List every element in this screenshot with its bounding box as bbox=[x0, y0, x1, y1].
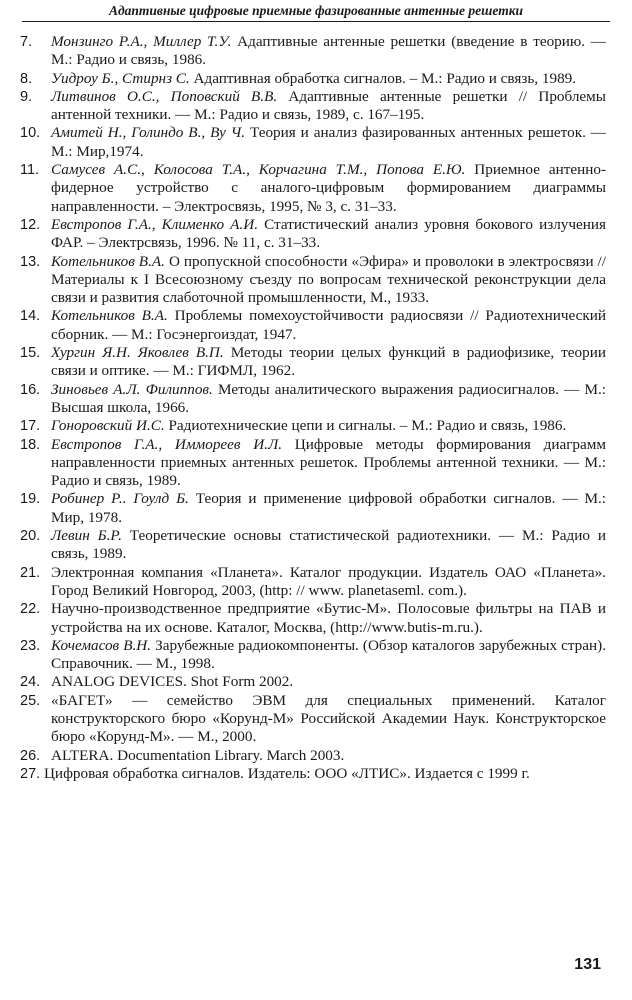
reference-number: 10. bbox=[20, 125, 41, 142]
reference-authors: Уидроу Б., Стирнз С. bbox=[51, 69, 190, 87]
reference-number: 27. bbox=[20, 765, 41, 782]
reference-authors: Кочемасов В.Н. bbox=[51, 636, 152, 654]
reference-text: О пропускной способности «Эфира» и проволоки в электросвязи // Материалы к I Всесоюзному съезду по вопросам технической реконструкции дела связи и развития слаботочной промышленности, М., 1933. bbox=[51, 252, 607, 307]
reference-item-26 bbox=[20, 747, 606, 765]
reference-number: 16. bbox=[20, 381, 41, 398]
page-number: 131 bbox=[574, 956, 601, 973]
reference-number: 24. bbox=[20, 674, 41, 691]
reference-item-9 bbox=[20, 88, 606, 125]
reference-number: 9. bbox=[20, 88, 33, 105]
reference-item-25 bbox=[20, 692, 606, 747]
reference-authors: Самусев А.С., Колосова Т.А., Корчагина Т.М., Попова Е.Ю. bbox=[51, 161, 466, 179]
reference-authors: Гоноровский И.С. bbox=[51, 417, 165, 435]
reference-number: 22. bbox=[20, 601, 41, 618]
reference-item-19 bbox=[20, 490, 606, 527]
reference-number: 23. bbox=[20, 637, 41, 654]
reference-number: 26. bbox=[20, 747, 41, 764]
reference-item-21 bbox=[20, 564, 606, 601]
reference-item-15 bbox=[20, 344, 606, 381]
reference-authors: Левин Б.Р. bbox=[51, 527, 122, 545]
reference-text: Методы теории целых функций в радиофизике, теории связи и оптике. — М.: ГИФМЛ, 1962. bbox=[51, 344, 606, 380]
reference-item-23 bbox=[20, 637, 606, 674]
reference-item-12 bbox=[20, 216, 606, 253]
reference-text: ANALOG DEVICES. Shot Form 2002. bbox=[51, 673, 294, 691]
reference-text: «БАГЕТ» — семейство ЭВМ для специальных применений. Каталог конструкторского бюро «Корунд-М» Российской Академии Наук. Конструкторское бюро «Корунд-М». — М., 2000. bbox=[51, 691, 606, 746]
reference-authors: Хургин Я.Н. Яковлев В.П. bbox=[51, 344, 224, 362]
reference-number: 8. bbox=[20, 70, 33, 87]
reference-number: 20. bbox=[20, 528, 41, 545]
reference-item-24 bbox=[20, 673, 606, 691]
reference-item-17 bbox=[20, 417, 606, 435]
reference-authors: Робинер Р.. Гоулд Б. bbox=[51, 490, 189, 508]
reference-number: 15. bbox=[20, 345, 41, 362]
reference-number: 13. bbox=[20, 253, 41, 270]
reference-text: ALTERA. Documentation Library. March 2003. bbox=[51, 746, 345, 764]
reference-number: 19. bbox=[20, 491, 41, 508]
reference-item-10 bbox=[20, 124, 606, 161]
reference-text: Статистический анализ уровня бокового излучения ФАР. – Электрсвязь, 1996. № 11, с. 31–33. bbox=[51, 215, 606, 252]
reference-text: Адаптивные антенные решетки (введение в теорию. — М.: Радио и связь, 1986. bbox=[51, 33, 606, 69]
reference-authors: Котельников В.А. bbox=[51, 307, 168, 325]
reference-item-11 bbox=[20, 161, 606, 216]
reference-authors: Литвинов О.С., Поповский В.В. bbox=[51, 87, 278, 105]
reference-authors: Монзинго Р.А., Миллер Т.У. bbox=[51, 33, 232, 50]
reference-text: Теория и анализ фазированных антенных решеток. — М.: Мир,1974. bbox=[51, 124, 606, 160]
reference-text: Цифровая обработка сигналов. Издатель: ООО «ЛТИС». Издается с 1999 г. bbox=[43, 764, 530, 782]
reference-item-27 bbox=[20, 765, 606, 783]
reference-text: Научно-производственное предприятие «Бутис-М». Полосовые фильтры на ПАВ и устройства на их основе. Каталог, Москва, (http://www.butis-m.ru.). bbox=[51, 600, 606, 636]
reference-number: 17. bbox=[20, 418, 41, 435]
running-header: Адаптивные цифровые приемные фазированные антенные решетки bbox=[108, 3, 524, 18]
reference-list bbox=[20, 33, 606, 783]
reference-item-20 bbox=[20, 527, 606, 564]
reference-text: Электронная компания «Планета». Каталог продукции. Издатель ОАО «Планета». Город Великий Новгород, 2003, (http: // www. planetaseml. com.). bbox=[51, 563, 606, 599]
reference-authors: Котельников В.А. bbox=[51, 252, 165, 270]
reference-text: Теоретические основы статистической радиотехники. — М.: Радио и связь, 1989. bbox=[51, 527, 606, 563]
reference-item-7 bbox=[20, 33, 606, 70]
reference-number: 25. bbox=[20, 692, 41, 709]
reference-item-18 bbox=[20, 436, 606, 491]
reference-authors: Евстропов Г.А., Клименко А.И. bbox=[51, 215, 258, 233]
reference-text: Радиотехнические цепи и сигналы. – М.: Радио и связь, 1986. bbox=[164, 417, 567, 435]
reference-text: Методы аналитического выражения радиосигналов. — М.: Высшая школа, 1966. bbox=[51, 380, 606, 416]
reference-number: 7. bbox=[20, 34, 33, 50]
reference-number: 21. bbox=[20, 564, 41, 581]
reference-text: Цифровые методы формирования диаграмм направленности приемных антенных решеток. Проблемы антенной техники. — М.: Радио и связь, 1989. bbox=[51, 435, 606, 490]
reference-text: Зарубежные радиокомпоненты. (Обзор каталогов зарубежных стран). Справочник. — М., 1998. bbox=[51, 636, 606, 673]
reference-item-16 bbox=[20, 381, 606, 418]
reference-item-13 bbox=[20, 253, 606, 308]
reference-text: Проблемы помехоустойчивости радиосвязи // Радиотехнический сборник. — М.: Госэнергоиздат, 1947. bbox=[51, 307, 606, 343]
reference-text: Теория и применение цифровой обработки сигналов. — М.: Мир, 1978. bbox=[51, 490, 607, 526]
reference-number: 18. bbox=[20, 436, 41, 453]
reference-authors: Амитей Н., Голиндо В., Ву Ч. bbox=[51, 124, 246, 142]
reference-text: Адаптивная обработка сигналов. – М.: Радио и связь, 1989. bbox=[189, 69, 577, 87]
reference-authors: Зиновьев А.Л. Филиппов. bbox=[51, 380, 213, 398]
reference-item-8 bbox=[20, 70, 606, 88]
reference-number: 11. bbox=[20, 162, 40, 179]
header-rule bbox=[22, 21, 610, 22]
reference-authors: Евстропов Г.А., Иммореев И.Л. bbox=[51, 435, 283, 453]
reference-text: Приемное антенно- фидерное устройство с аналого-цифровым формированием диаграммы направленности. – Электросвязь, 1995, № 3, с. 31–33. bbox=[51, 161, 606, 215]
reference-item-22 bbox=[20, 600, 606, 637]
reference-number: 12. bbox=[20, 216, 41, 233]
reference-item-14 bbox=[20, 307, 606, 344]
reference-text: Адаптивные антенные решетки // Проблемы антенной техники. — М.: Радио и связь, 1989, с. 167–195. bbox=[51, 87, 606, 124]
reference-number: 14. bbox=[20, 308, 41, 325]
